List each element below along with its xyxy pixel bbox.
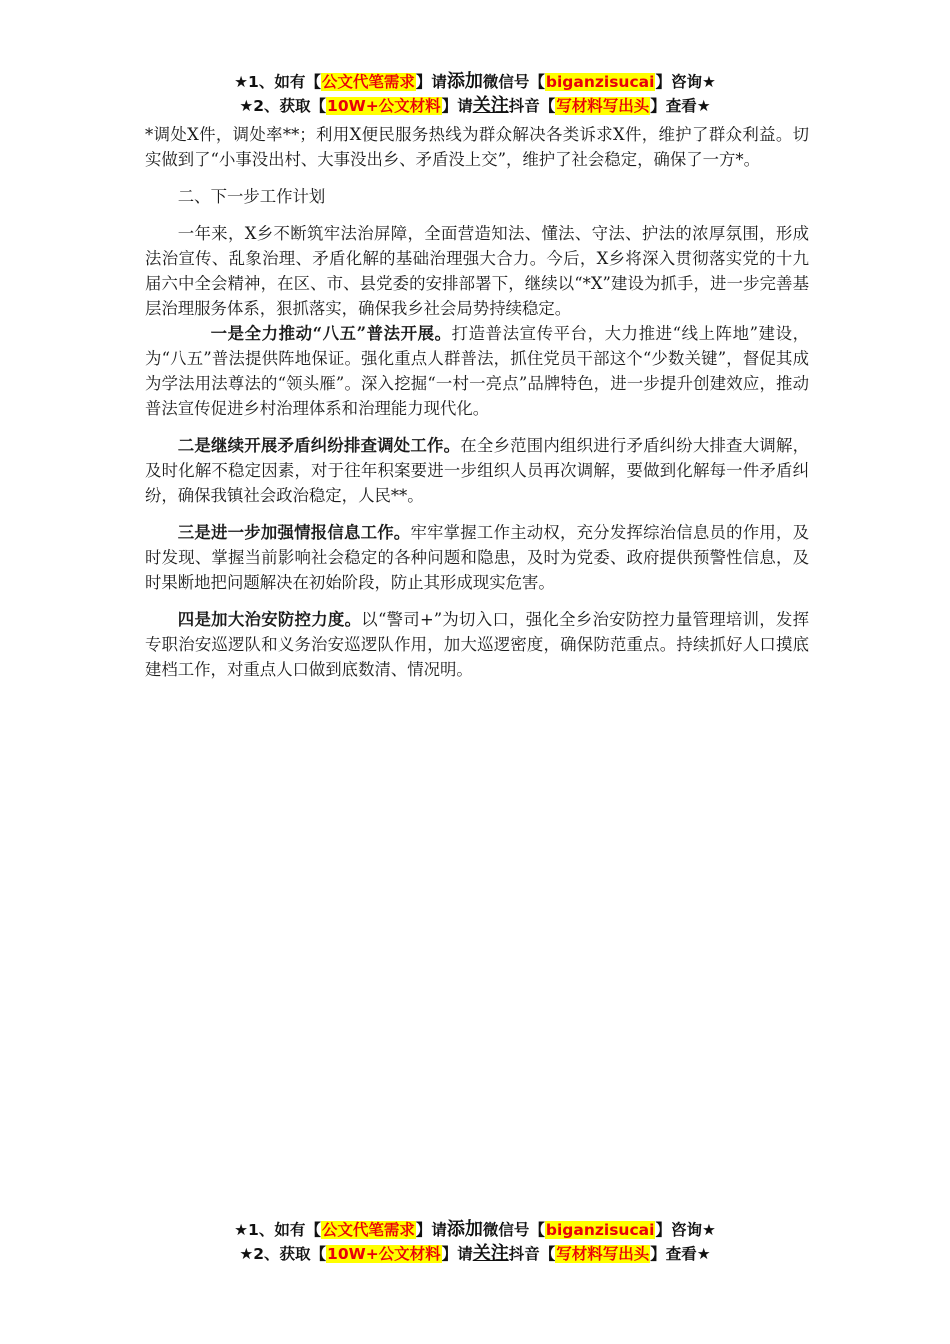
add-text: 添加 [446, 71, 483, 92]
banner-text: 抖音【 [508, 97, 556, 115]
douyin-account: 写材料写出头 [556, 97, 650, 115]
follow-text: 关注 [472, 1243, 509, 1264]
banner-text: 】请 [415, 73, 447, 91]
highlight-service: 公文代笔需求 [321, 73, 415, 91]
point-3-lead: 三是进一步加强情报信息工作。 [177, 523, 411, 542]
section-heading: 二、下一步工作计划 [177, 187, 326, 206]
banner-text: 】请 [441, 1245, 473, 1263]
highlight-materials: 10W+公文材料 [327, 1245, 441, 1263]
banner-text: 】请 [415, 1221, 447, 1239]
paragraph-intro: 一年来，X乡不断筑牢法治屏障，全面营造知法、懂法、守法、护法的浓厚氛围，形成法治宣传、乱象治理、矛盾化解的基础治理强大合力。今后，X乡将深入贯彻落实党的十九届六中全会精神，在区、市、县党委的安排部署下，继续以“*X”建设为抓手，进一步完善基层治理服务体系，狠抓落实，确保我乡社会局势持续稳定。 [145, 224, 809, 318]
document-body [145, 122, 809, 682]
wechat-id: biganzisucai [545, 1221, 655, 1239]
banner-text: 】查看★ [650, 1245, 711, 1263]
banner-text: ★2、获取【 [239, 1245, 327, 1263]
banner-line-2 [0, 1242, 950, 1266]
banner-text: 抖音【 [508, 1245, 556, 1263]
paragraph-continued: *调处X件，调处率**；利用X便民服务热线为群众解决各类诉求X件，维护了群众利益。切实做到了“小事没出村、大事没出乡、矛盾没上交”，维护了社会稳定，确保了一方*。 [145, 125, 809, 169]
paragraph-point-3 [145, 520, 809, 595]
point-4-lead: 四是加大治安防控力度。 [177, 610, 362, 629]
top-banner [0, 70, 950, 118]
douyin-account: 写材料写出头 [556, 1245, 650, 1263]
add-text: 添加 [446, 1219, 483, 1240]
banner-text: 】查看★ [650, 97, 711, 115]
banner-text: 微信号【 [482, 73, 545, 91]
banner-text: 微信号【 [482, 1221, 545, 1239]
paragraph-point-2 [145, 433, 809, 508]
wechat-id: biganzisucai [545, 73, 655, 91]
banner-text: ★2、获取【 [239, 97, 327, 115]
follow-text: 关注 [472, 95, 509, 116]
banner-text: ★1、如有【 [234, 1221, 321, 1239]
banner-text: 】咨询★ [655, 1221, 716, 1239]
banner-line-1 [0, 1218, 950, 1242]
point-1-text: 打造普法宣传平台，大力推进“线上阵地”建设，为“八五”普法提供阵地保证。强化重点人群普法，抓住党员干部这个“少数关键”，督促其成为学法用法尊法的“领头雁”。深入挖掘“一村一亮点”品牌特色，进一步提升创建效应，推动普法宣传促进乡村治理体系和治理能力现代化。 [145, 324, 809, 418]
paragraph-point-1 [145, 321, 809, 421]
point-4-text: 以“警司+”为切入口，强化全乡治安防控力量管理培训，发挥专职治安巡逻队和义务治安巡逻队作用，加大巡逻密度，确保防范重点。持续抓好人口摸底建档工作，对重点人口做到底数清、情况明。 [145, 610, 809, 679]
point-2-text: 在全乡范围内组织进行矛盾纠纷大排查大调解，及时化解不稳定因素，对于往年积案要进一步组织人员再次调解，要做到化解每一件矛盾纠纷，确保我镇社会政治稳定，人民**。 [145, 436, 810, 505]
banner-text: 】请 [441, 97, 473, 115]
highlight-service: 公文代笔需求 [321, 1221, 415, 1239]
banner-line-1 [0, 70, 950, 94]
bottom-banner [0, 1218, 950, 1266]
paragraph-point-4 [145, 607, 809, 682]
banner-text: ★1、如有【 [234, 73, 321, 91]
banner-line-2 [0, 94, 950, 118]
point-3-text: 牢牢掌握工作主动权，充分发挥综治信息员的作用，及时发现、掌握当前影响社会稳定的各种问题和隐患，及时为党委、政府提供预警性信息，及时果断地把问题解决在初始阶段，防止其形成现实危害。 [145, 523, 810, 592]
banner-text: 】咨询★ [655, 73, 716, 91]
point-2-lead: 二是继续开展矛盾纠纷排查调处工作。 [177, 436, 461, 455]
point-1-lead: 一是全力推动“八五”普法开展。 [210, 324, 452, 343]
highlight-materials: 10W+公文材料 [327, 97, 441, 115]
